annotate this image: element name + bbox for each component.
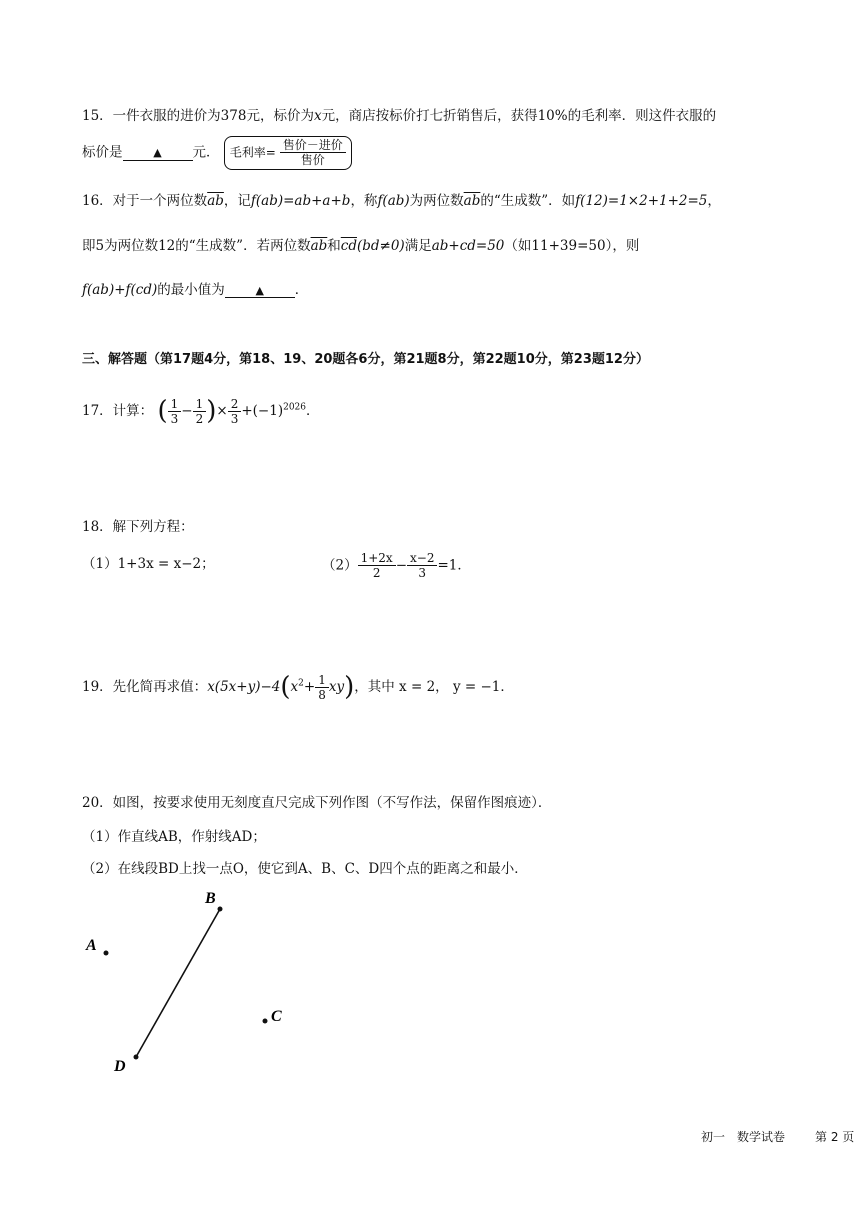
q20-line1: 20．如图，按要求使用无刻度直尺完成下列作图（不写作法，保留作图痕迹）． — [82, 795, 552, 811]
label-D: D — [114, 1058, 126, 1075]
q19: 19．先化简再求值：$x(5x+y)-4(x^2+$ $\frac{1}{8}$ xy)，其中 x = 2， y = −1． — [82, 672, 514, 703]
q16-line2: 即5为两位数12的“生成数”．若两位数$\overline{ab}$和$\overline{cd}(bd\ne 0)$满足ab+cd=50（如11+39=50），则 — [82, 238, 640, 254]
point-A — [104, 951, 109, 956]
q18-part1: （1）1+3x = x−2； — [82, 556, 215, 572]
segment-BD — [136, 909, 220, 1057]
q20-line2: （1）作直线AB，作射线AD； — [82, 829, 266, 845]
q18-label: 18．解下列方程： — [82, 519, 194, 535]
answer-blank: ▲ — [225, 284, 295, 298]
q17: 17．计算： ( $\frac{1}{3}$ − $\frac{1}{2}$ )× $\frac{2}{3}$ $+(-1)^{2026}$． — [82, 396, 320, 427]
q15-line1: 15．一件衣服的进价为378元，标价为x元，商店按标价打七折销售后，获得10%的毛利率．则这件衣服的 — [82, 108, 717, 124]
label-B: B — [205, 890, 216, 907]
q18-part2: （2） $\frac{1+2x}{2}$ − $\frac{x-2}{3}$ =1． — [322, 551, 471, 581]
q16-line3: f(ab)+f(cd)的最小值为 ▲ ． — [82, 282, 309, 298]
page-footer: 初一 数学试卷 第 2 页 — [701, 1130, 855, 1144]
q16-line1: 16．对于一个两位数$\overline{ab}$，记f(ab)=ab+a+b，称f(ab)为两位数$\overline{ab}$的“生成数”．如f(12)=1×2+1+2=5， — [82, 193, 721, 209]
point-C — [263, 1019, 268, 1024]
answer-blank: ▲ — [123, 146, 193, 160]
label-A: A — [86, 937, 97, 954]
point-D — [134, 1055, 139, 1060]
point-B — [218, 907, 223, 912]
gross-margin-formula: 毛利率= $\frac{\text{售价－进价}}{\text{售价}}$ — [224, 136, 352, 170]
q15-line2: 标价是 ▲ 元． 毛利率= $\frac{\text{售价－进价}}{\text{售价}}$ — [82, 136, 352, 170]
q20-line3: （2）在线段BD上找一点O，使它到A、B、C、D四个点的距离之和最小． — [82, 861, 528, 877]
section-title: 三、解答题（第17题4分，第18、19、20题各6分，第21题8分，第22题10分，第23题12分） — [82, 352, 649, 367]
label-C: C — [271, 1008, 282, 1025]
